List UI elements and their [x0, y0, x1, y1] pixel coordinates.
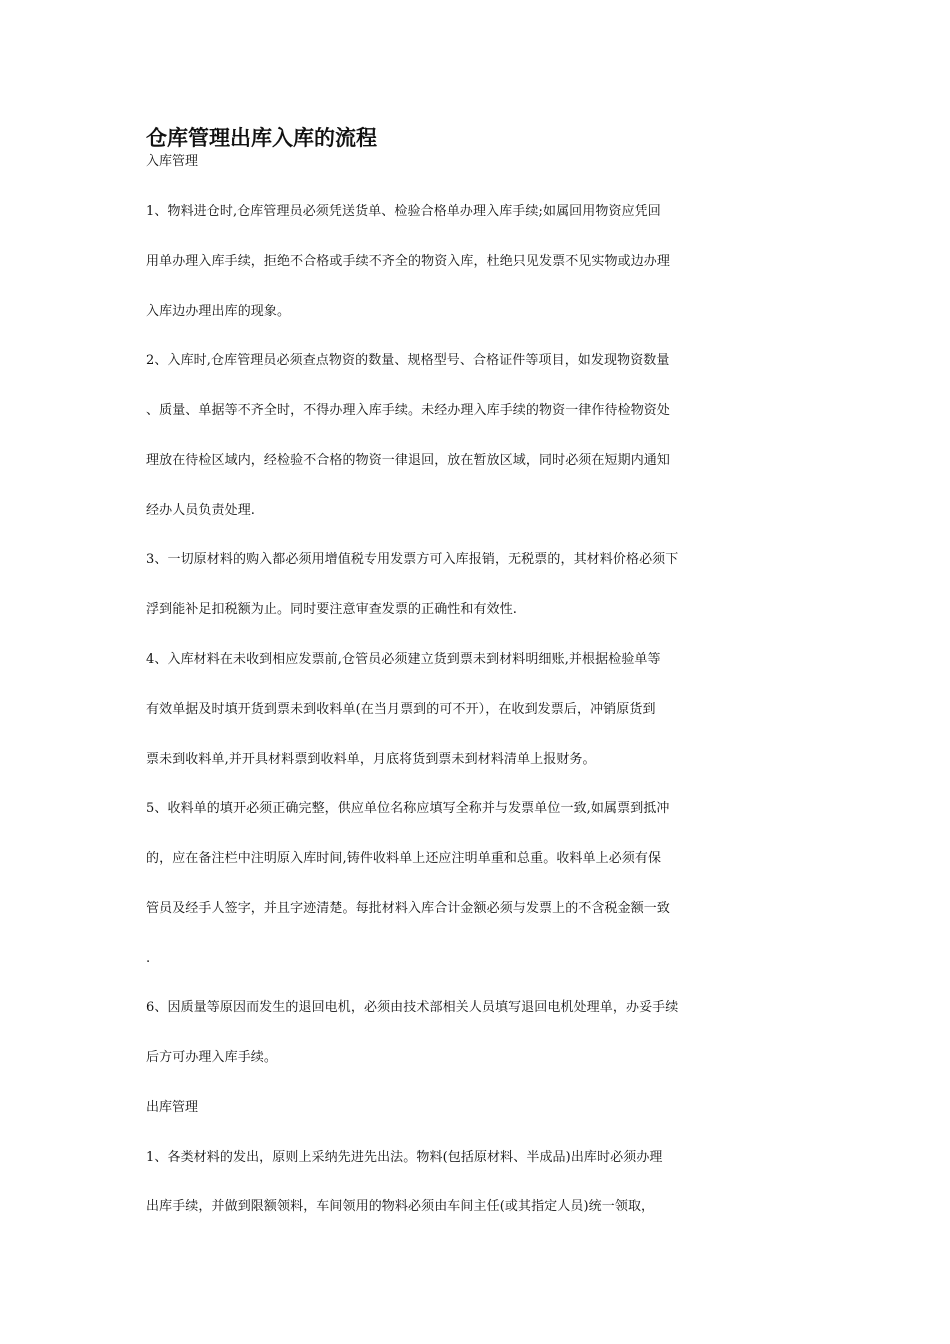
inbound-line-15: 管员及经手人签字，并且字迹清楚。每批材料入库合计金额必须与发票上的不含税金额一致 [146, 901, 671, 916]
inbound-line-16: . [146, 951, 151, 966]
inbound-line-14: 的，应在备注栏中注明原入库时间,铸件收料单上还应注明单重和总重。收料单上必须有保 [146, 851, 662, 866]
inbound-line-7: 经办人员负责处理. [146, 503, 256, 518]
inbound-line-12: 票未到收料单,并开具材料票到收料单，月底将货到票未到材料清单上报财务。 [146, 752, 596, 767]
inbound-line-3: 入库边办理出库的现象。 [146, 304, 291, 319]
outbound-heading: 出库管理 [146, 1100, 199, 1115]
inbound-line-10: 4、入库材料在未收到相应发票前,仓管员必须建立货到票未到材料明细账,并根据检验单等 [146, 652, 661, 667]
inbound-line-18: 后方可办理入库手续。 [146, 1050, 278, 1065]
inbound-line-5: 、质量、单据等不齐全时，不得办理入库手续。未经办理入库手续的物资一律作待检物资处 [146, 403, 671, 418]
inbound-line-6: 理放在待检区域内，经检验不合格的物资一律退回，放在暂放区域，同时必须在短期内通知 [146, 453, 671, 468]
inbound-line-8: 3、一切原材料的购入都必须用增值税专用发票方可入库报销，无税票的，其材料价格必须下 [146, 552, 679, 567]
document-title: 仓库管理出库入库的流程 [146, 126, 377, 150]
inbound-line-1: 1、物料进仓时,仓库管理员必须凭送货单、检验合格单办理入库手续;如属回用物资应凭回 [146, 204, 661, 219]
inbound-line-11: 有效单据及时填开货到票未到收料单(在当月票到的可不开），在收到发票后，冲销原货到 [146, 702, 656, 717]
outbound-line-1: 1、各类材料的发出，原则上采纳先进先出法。物料(包括原材料、半成品)出库时必须办理 [146, 1150, 663, 1165]
inbound-line-4: 2、入库时,仓库管理员必须查点物资的数量、规格型号、合格证件等项目，如发现物资数量 [146, 353, 670, 368]
inbound-line-9: 浮到能补足扣税额为止。同时要注意审查发票的正确性和有效性. [146, 602, 518, 617]
inbound-line-13: 5、收料单的填开必须正确完整，供应单位名称应填写全称并与发票单位一致,如属票到抵冲 [146, 801, 670, 816]
inbound-heading: 入库管理 [146, 154, 199, 169]
inbound-line-17: 6、因质量等原因而发生的退回电机，必须由技术部相关人员填写退回电机处理单，办妥手续 [146, 1000, 679, 1015]
outbound-line-2: 出库手续，并做到限额领料，车间领用的物料必须由车间主任(或其指定人员)统一领取， [146, 1199, 655, 1214]
inbound-line-2: 用单办理入库手续，拒绝不合格或手续不齐全的物资入库，杜绝只见发票不见实物或边办理 [146, 254, 671, 269]
